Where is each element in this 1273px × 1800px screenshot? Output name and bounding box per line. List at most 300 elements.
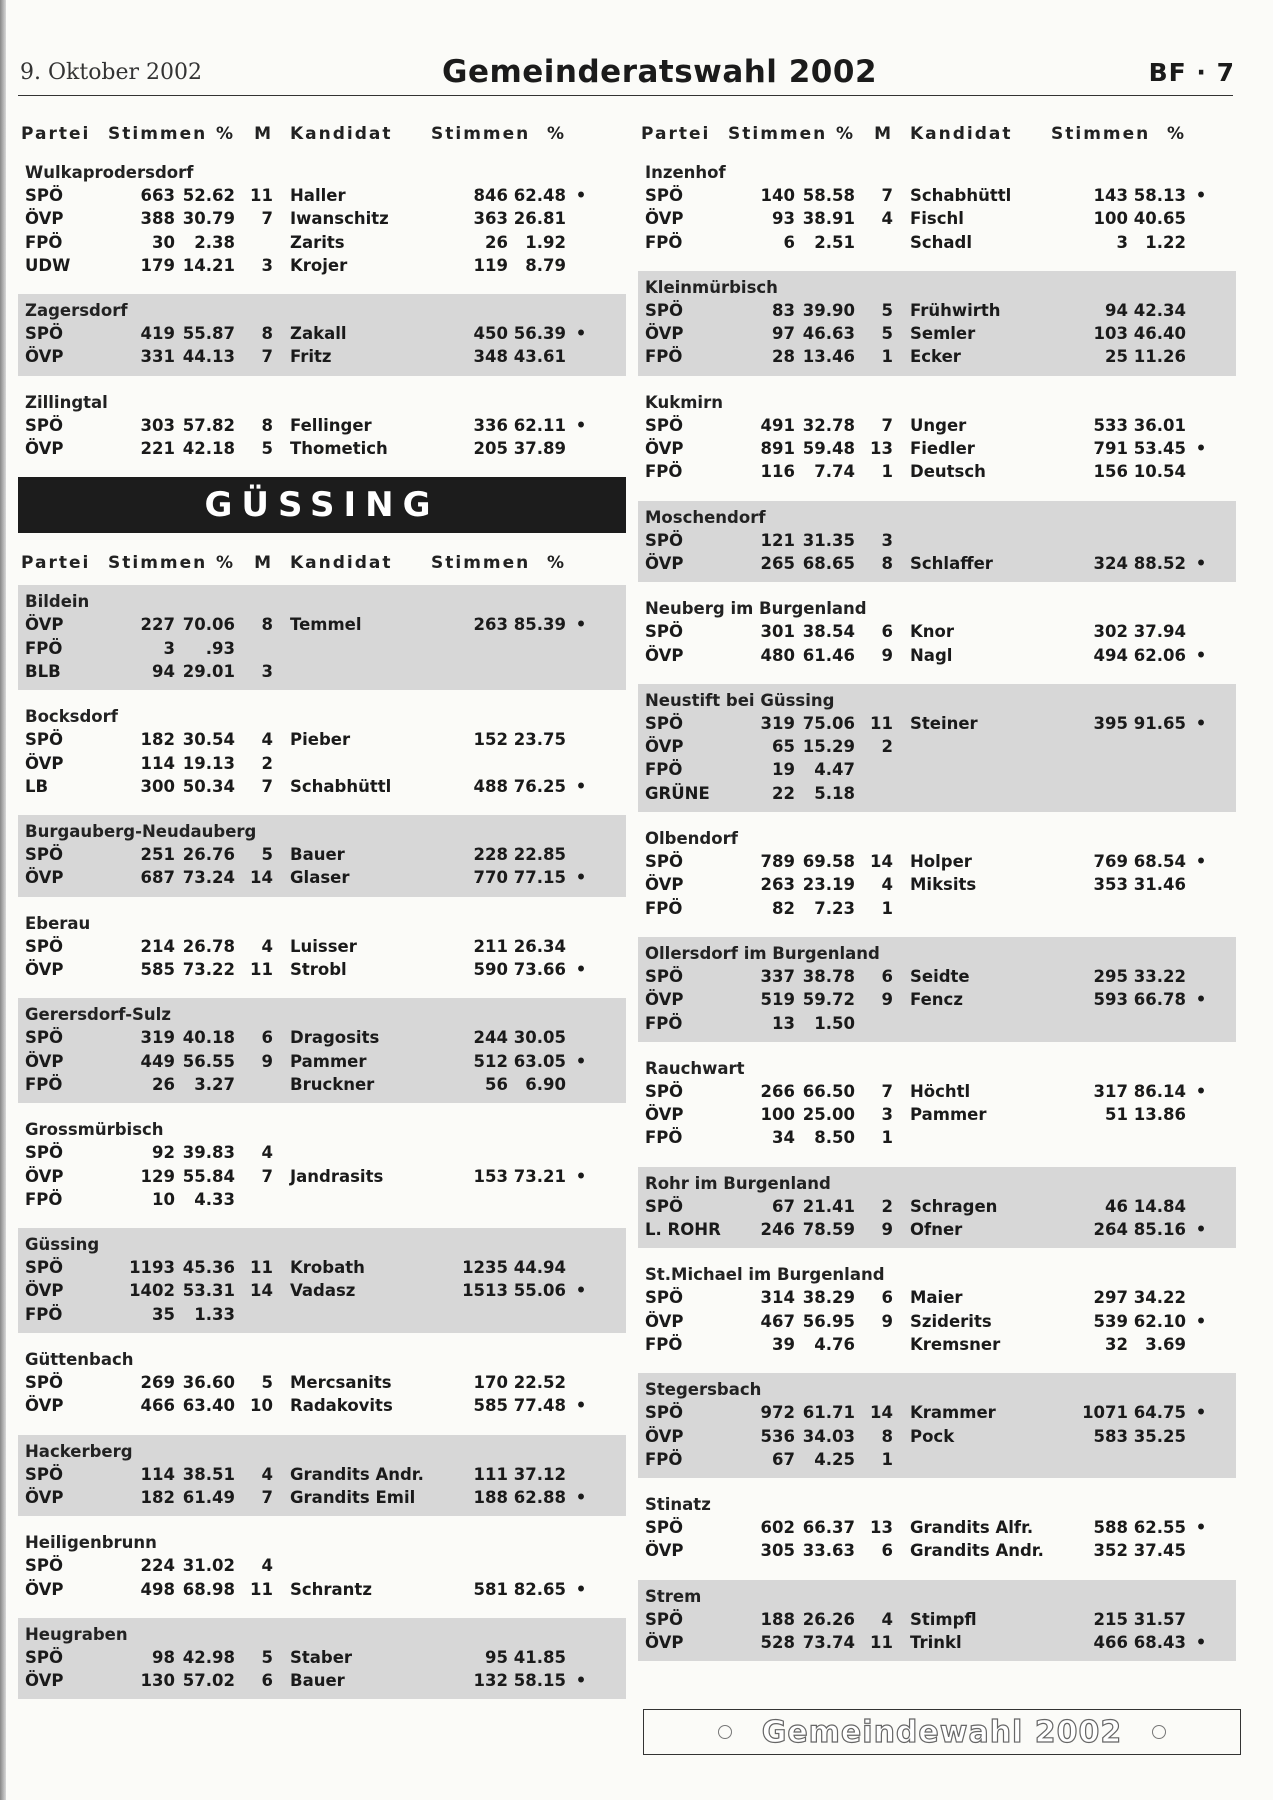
candidate-cell: Strobl <box>290 960 347 980</box>
candidate-percent-cell: 40.65 <box>1133 209 1186 229</box>
winner-mark: • <box>575 960 587 980</box>
mandates-cell: 8 <box>261 415 273 435</box>
candidate-cell: Dragosits <box>290 1028 380 1048</box>
candidate-votes-cell: 100 <box>1093 209 1128 229</box>
candidate-votes-cell: 263 <box>473 615 508 635</box>
header-candidate-pct: % <box>546 124 566 144</box>
district-banner-guessing: GÜSSING <box>18 477 626 533</box>
party-cell: GRÜNE <box>645 783 710 803</box>
candidate-percent-cell: 62.88 <box>513 1487 566 1507</box>
municipality-name: Bildein <box>25 592 90 612</box>
party-cell: SPÖ <box>645 1288 684 1308</box>
votes-cell: 331 <box>140 347 175 367</box>
party-cell: SPÖ <box>25 186 64 205</box>
percent-cell: 25.00 <box>802 1105 855 1125</box>
municipality-name: Stegersbach <box>645 1380 762 1400</box>
header-party: Partei <box>21 124 91 144</box>
candidate-cell <box>273 1141 431 1164</box>
result-row <box>18 775 626 798</box>
percent-cell: 38.78 <box>802 966 855 986</box>
result-row <box>18 935 626 958</box>
winner-mark: • <box>575 1396 587 1416</box>
municipality-block <box>638 1488 1236 1570</box>
candidate-cell: Deutsch <box>910 462 986 482</box>
party-cell: ÖVP <box>25 1671 64 1691</box>
candidate-votes-cell <box>1051 529 1128 552</box>
party-cell: ÖVP <box>25 868 64 888</box>
candidate-cell: Zakall <box>290 324 347 344</box>
candidate-percent-cell: 8.79 <box>525 255 566 275</box>
candidate-votes-cell <box>1051 897 1128 920</box>
result-row <box>18 414 626 437</box>
percent-cell: 42.98 <box>182 1647 235 1667</box>
left-top-municipality-list <box>18 156 626 467</box>
candidate-votes-cell: 153 <box>473 1166 508 1186</box>
right-column <box>638 112 1236 1671</box>
winner-mark <box>1186 1103 1216 1126</box>
header-mandates: M <box>254 553 273 574</box>
municipality-name: Strem <box>645 1586 702 1606</box>
votes-cell: 480 <box>760 645 795 665</box>
candidate-cell: Fritz <box>290 347 332 367</box>
municipality-block <box>18 386 626 468</box>
votes-cell: 98 <box>152 1647 175 1667</box>
candidate-cell: Grandits Emil <box>290 1487 416 1507</box>
candidate-cell: Pock <box>910 1426 955 1446</box>
candidate-cell: Zarits <box>290 232 345 252</box>
votes-cell: 227 <box>140 615 175 635</box>
party-cell: ÖVP <box>645 1632 684 1652</box>
mandates-cell: 2 <box>261 753 273 773</box>
candidate-cell: Maier <box>910 1288 963 1308</box>
candidate-votes-cell: 324 <box>1093 553 1128 573</box>
winner-mark <box>1186 345 1216 368</box>
percent-cell: 26.78 <box>182 936 235 956</box>
mandates-cell: 7 <box>261 347 273 367</box>
candidate-votes-cell: 593 <box>1093 990 1128 1010</box>
result-row <box>638 1401 1236 1424</box>
party-cell: FPÖ <box>25 1189 63 1209</box>
mandates-cell: 9 <box>881 990 893 1010</box>
municipality-name: Kleinmürbisch <box>645 277 778 297</box>
votes-cell: 3 <box>163 638 175 658</box>
votes-cell: 130 <box>140 1671 175 1691</box>
mandates-cell <box>855 231 893 254</box>
candidate-percent-cell: 10.54 <box>1133 462 1186 482</box>
percent-cell: 39.83 <box>182 1143 235 1163</box>
party-cell: ÖVP <box>645 553 684 573</box>
result-row <box>638 1012 1236 1035</box>
party-cell: SPÖ <box>25 1143 64 1163</box>
municipality-name: Bocksdorf <box>25 707 118 727</box>
mandates-cell: 6 <box>881 1541 893 1561</box>
result-row <box>18 207 626 230</box>
candidate-cell: Ofner <box>910 1220 963 1240</box>
percent-cell: 4.47 <box>814 760 855 780</box>
votes-cell: 536 <box>760 1426 795 1446</box>
municipality-name: Rohr im Burgenland <box>645 1173 831 1193</box>
candidate-percent-cell: 23.75 <box>513 730 566 750</box>
party-cell: FPÖ <box>645 462 683 482</box>
candidate-cell <box>273 660 431 683</box>
municipality-name: Burgauberg-Neudauberg <box>25 822 257 842</box>
party-cell: ÖVP <box>645 990 684 1010</box>
candidate-votes-cell: 494 <box>1093 645 1128 665</box>
result-row <box>638 184 1236 207</box>
municipality-block <box>638 822 1236 927</box>
votes-cell: 65 <box>772 737 795 757</box>
candidate-cell: Jandrasits <box>290 1166 384 1186</box>
candidate-cell: Höchtl <box>910 1081 971 1101</box>
result-row <box>18 613 626 636</box>
winner-mark: • <box>1195 1081 1207 1101</box>
result-row <box>638 1126 1236 1149</box>
candidate-votes-cell: 46 <box>1105 1196 1128 1216</box>
candidate-percent-cell: 77.48 <box>513 1396 566 1416</box>
percent-cell: 26.26 <box>802 1609 855 1629</box>
percent-cell: 3.27 <box>194 1074 235 1094</box>
candidate-percent-cell: 62.48 <box>513 186 566 205</box>
municipality-block <box>638 1373 1236 1478</box>
votes-cell: 182 <box>140 730 175 750</box>
candidate-percent-cell: 37.94 <box>1133 622 1186 642</box>
municipality-block <box>18 1228 626 1333</box>
percent-cell: 61.71 <box>802 1403 855 1423</box>
candidate-percent-cell <box>508 1303 566 1326</box>
votes-cell: 528 <box>760 1632 795 1652</box>
mandates-cell: 7 <box>881 415 893 435</box>
candidate-cell <box>273 752 431 775</box>
percent-cell: 38.51 <box>182 1464 235 1484</box>
mandates-cell: 6 <box>261 1671 273 1691</box>
header-party: Partei <box>21 553 91 574</box>
winner-mark <box>566 1141 596 1164</box>
candidate-percent-cell: 44.94 <box>513 1258 566 1278</box>
candidate-votes-cell: 348 <box>473 347 508 367</box>
percent-cell: 4.76 <box>814 1334 855 1354</box>
result-row <box>18 1026 626 1049</box>
votes-cell: 663 <box>140 186 175 205</box>
party-cell: FPÖ <box>645 232 683 252</box>
percent-cell: 4.33 <box>194 1189 235 1209</box>
votes-cell: 30 <box>152 232 175 252</box>
result-row <box>638 988 1236 1011</box>
party-cell: ÖVP <box>25 753 64 773</box>
municipality-block <box>638 1167 1236 1249</box>
party-cell: ÖVP <box>645 875 684 895</box>
result-row <box>638 1195 1236 1218</box>
votes-cell: 6 <box>783 232 795 252</box>
candidate-votes-cell: 170 <box>473 1373 508 1393</box>
party-cell: SPÖ <box>645 1609 684 1629</box>
issue-date: 9. Oktober 2002 <box>20 60 203 85</box>
party-cell: ÖVP <box>645 324 684 344</box>
winner-mark: • <box>575 776 587 796</box>
votes-cell: 10 <box>152 1189 175 1209</box>
header-candidate: Kandidat <box>290 124 393 144</box>
winner-mark <box>566 207 596 230</box>
result-row <box>18 752 626 775</box>
municipality-block <box>18 1526 626 1608</box>
mandates-cell: 4 <box>881 875 893 895</box>
candidate-percent-cell: 22.85 <box>513 845 566 865</box>
percent-cell: 1.50 <box>814 1013 855 1033</box>
result-row <box>638 1608 1236 1631</box>
winner-mark <box>1186 460 1216 483</box>
party-cell: SPÖ <box>645 186 684 205</box>
result-row <box>18 1303 626 1326</box>
mandates-cell: 10 <box>250 1396 273 1416</box>
winner-mark <box>566 1371 596 1394</box>
candidate-votes-cell: 51 <box>1105 1105 1128 1125</box>
candidate-cell <box>273 1188 431 1211</box>
candidate-percent-cell <box>1128 1012 1186 1035</box>
percent-cell: 66.37 <box>802 1518 855 1538</box>
winner-mark: • <box>1195 713 1207 733</box>
municipality-name: Zillingtal <box>25 392 108 412</box>
votes-cell: 182 <box>140 1487 175 1507</box>
candidate-percent-cell <box>1128 782 1186 805</box>
percent-cell: 38.29 <box>802 1288 855 1308</box>
percent-cell: 38.54 <box>802 622 855 642</box>
percent-cell: 31.02 <box>182 1556 235 1576</box>
municipality-name: Stinatz <box>645 1495 711 1515</box>
header-candidate: Kandidat <box>290 553 393 574</box>
votes-cell: 26 <box>152 1074 175 1094</box>
candidate-votes-cell: 450 <box>473 324 508 344</box>
candidate-percent-cell: 73.66 <box>513 960 566 980</box>
candidate-percent-cell: 3.69 <box>1145 1334 1186 1354</box>
candidate-cell: Mercsanits <box>290 1373 392 1393</box>
municipality-block <box>638 1258 1236 1363</box>
mandates-cell <box>855 1333 893 1356</box>
votes-cell: 789 <box>760 852 795 872</box>
mandates-cell: 5 <box>881 300 893 320</box>
candidate-cell: Vadasz <box>290 1281 356 1301</box>
mandates-cell: 6 <box>881 1288 893 1308</box>
votes-cell: 19 <box>772 760 795 780</box>
result-row <box>638 897 1236 920</box>
mandates-cell: 4 <box>261 936 273 956</box>
percent-cell: 31.35 <box>802 530 855 550</box>
candidate-cell: Sziderits <box>910 1311 992 1331</box>
party-cell: SPÖ <box>645 1403 684 1423</box>
municipality-name: Gerersdorf-Sulz <box>25 1005 171 1025</box>
party-cell: ÖVP <box>645 1426 684 1446</box>
votes-cell: 319 <box>760 713 795 733</box>
footer-campaign-box <box>643 1709 1241 1755</box>
party-cell: ÖVP <box>645 209 684 229</box>
candidate-percent-cell: 85.16 <box>1133 1220 1186 1240</box>
mandates-cell: 13 <box>870 439 893 459</box>
candidate-percent-cell: 55.06 <box>513 1281 566 1301</box>
candidate-votes-cell: 152 <box>473 730 508 750</box>
percent-cell: 55.87 <box>182 324 235 344</box>
percent-cell: 70.06 <box>182 615 235 635</box>
winner-mark <box>1186 1425 1216 1448</box>
candidate-cell: Krojer <box>290 255 348 275</box>
party-cell: SPÖ <box>645 415 684 435</box>
party-cell: ÖVP <box>25 439 64 459</box>
municipality-block <box>638 501 1236 583</box>
candidate-votes-cell: 295 <box>1093 966 1128 986</box>
winner-mark: • <box>1195 990 1207 1010</box>
mandates-cell: 9 <box>881 645 893 665</box>
mandates-cell: 5 <box>261 439 273 459</box>
result-row <box>18 660 626 683</box>
header-pct: % <box>215 124 235 144</box>
candidate-percent-cell: 91.65 <box>1133 713 1186 733</box>
percent-cell: 55.84 <box>182 1166 235 1186</box>
party-cell: ÖVP <box>645 1105 684 1125</box>
mandates-cell: 1 <box>881 347 893 367</box>
header-candidate: Kandidat <box>910 124 1013 144</box>
candidate-percent-cell: 31.57 <box>1133 1609 1186 1629</box>
candidate-cell: Seidte <box>910 966 970 986</box>
mandates-cell <box>235 1188 273 1211</box>
municipality-name: Moschendorf <box>645 507 766 527</box>
candidate-cell: Krobath <box>290 1258 365 1278</box>
municipality-name: Grossmürbisch <box>25 1120 164 1140</box>
candidate-votes-cell: 215 <box>1093 1609 1128 1629</box>
candidate-votes-cell: 488 <box>473 776 508 796</box>
winner-mark <box>566 1303 596 1326</box>
municipality-block <box>18 1618 626 1700</box>
candidate-cell: Semler <box>910 324 976 344</box>
municipality-name: Zagersdorf <box>25 301 128 321</box>
footer-bullet-icon <box>1152 1725 1166 1739</box>
party-cell: ÖVP <box>25 615 64 635</box>
candidate-votes-cell: 846 <box>473 186 508 205</box>
mandates-cell <box>855 1012 893 1035</box>
winner-mark <box>1186 1333 1216 1356</box>
percent-cell: 66.50 <box>802 1081 855 1101</box>
party-cell: FPÖ <box>645 1128 683 1148</box>
candidate-votes-cell: 581 <box>473 1579 508 1599</box>
winner-mark <box>1186 299 1216 322</box>
candidate-cell: Glaser <box>290 868 350 888</box>
mandates-cell: 14 <box>870 852 893 872</box>
candidate-cell: Luisser <box>290 936 357 956</box>
mandates-cell: 1 <box>881 1449 893 1469</box>
candidate-cell: Fencz <box>910 990 963 1010</box>
municipality-block <box>18 1343 626 1425</box>
result-row <box>638 644 1236 667</box>
municipality-block <box>638 386 1236 491</box>
candidate-cell <box>273 1554 431 1577</box>
candidate-percent-cell <box>1128 735 1186 758</box>
header-mandates: M <box>874 124 893 144</box>
candidate-votes-cell <box>431 752 508 775</box>
candidate-percent-cell: 41.85 <box>513 1647 566 1667</box>
candidate-cell <box>893 897 1051 920</box>
candidate-votes-cell: 352 <box>1093 1541 1128 1561</box>
mandates-cell <box>235 1303 273 1326</box>
votes-cell: 449 <box>140 1051 175 1071</box>
party-cell: ÖVP <box>645 645 684 665</box>
result-row <box>638 1080 1236 1103</box>
party-cell: FPÖ <box>25 638 63 658</box>
result-row <box>18 1669 626 1692</box>
result-row <box>638 231 1236 254</box>
municipality-name: Neuberg im Burgenland <box>645 599 867 619</box>
percent-cell: 1.33 <box>194 1304 235 1324</box>
candidate-cell: Fellinger <box>290 415 372 435</box>
result-row <box>638 322 1236 345</box>
percent-cell: 52.62 <box>182 186 235 205</box>
party-cell: SPÖ <box>645 852 684 872</box>
votes-cell: 94 <box>152 661 175 681</box>
municipality-name: St.Michael im Burgenland <box>645 1265 885 1285</box>
winner-mark <box>1186 1448 1216 1471</box>
mandates-cell: 1 <box>881 898 893 918</box>
party-cell: FPÖ <box>645 1013 683 1033</box>
municipality-name: Kukmirn <box>645 392 723 412</box>
candidate-percent-cell: 33.22 <box>1133 966 1186 986</box>
candidate-cell: Bauer <box>290 1671 345 1691</box>
candidate-votes-cell <box>1051 758 1128 781</box>
winner-mark <box>566 935 596 958</box>
candidate-cell: Fiedler <box>910 439 975 459</box>
votes-cell: 39 <box>772 1334 795 1354</box>
municipality-name: Heugraben <box>25 1624 128 1644</box>
votes-cell: 602 <box>760 1518 795 1538</box>
mandates-cell: 4 <box>881 1609 893 1629</box>
party-cell: FPÖ <box>25 232 63 252</box>
votes-cell: 28 <box>772 347 795 367</box>
candidate-votes-cell: 583 <box>1093 1426 1128 1446</box>
candidate-percent-cell <box>508 752 566 775</box>
header-votes: Stimmen <box>108 553 208 574</box>
votes-cell: 319 <box>140 1028 175 1048</box>
winner-mark <box>566 345 596 368</box>
percent-cell: 56.95 <box>802 1311 855 1331</box>
candidate-cell: Pammer <box>910 1105 987 1125</box>
winner-mark: • <box>575 615 587 635</box>
winner-mark <box>1186 1539 1216 1562</box>
candidate-percent-cell: 62.55 <box>1133 1518 1186 1538</box>
votes-cell: 93 <box>772 209 795 229</box>
votes-cell: 314 <box>760 1288 795 1308</box>
percent-cell: 13.46 <box>802 347 855 367</box>
result-row <box>638 1516 1236 1539</box>
municipality-name: Heiligenbrunn <box>25 1533 157 1553</box>
winner-mark: • <box>575 1487 587 1507</box>
winner-mark <box>1186 1286 1216 1309</box>
candidate-votes-cell <box>431 1303 508 1326</box>
candidate-votes-cell: 590 <box>473 960 508 980</box>
result-row <box>18 1256 626 1279</box>
result-row <box>18 322 626 345</box>
votes-cell: 300 <box>140 776 175 796</box>
candidate-percent-cell: 1.22 <box>1145 232 1186 252</box>
left-municipality-list <box>18 585 626 1699</box>
result-row <box>18 1165 626 1188</box>
candidate-votes-cell: 119 <box>473 255 508 275</box>
result-row <box>638 782 1236 805</box>
votes-cell: 305 <box>760 1541 795 1561</box>
mandates-cell: 11 <box>870 713 893 733</box>
winner-mark <box>566 1463 596 1486</box>
winner-mark: • <box>1195 852 1207 872</box>
party-cell: SPÖ <box>25 1556 64 1576</box>
municipality-block <box>18 998 626 1103</box>
percent-cell: 26.76 <box>182 845 235 865</box>
mandates-cell: 4 <box>261 730 273 750</box>
candidate-percent-cell: 77.15 <box>513 868 566 888</box>
mandates-cell: 7 <box>881 1081 893 1101</box>
party-cell: FPÖ <box>645 1334 683 1354</box>
